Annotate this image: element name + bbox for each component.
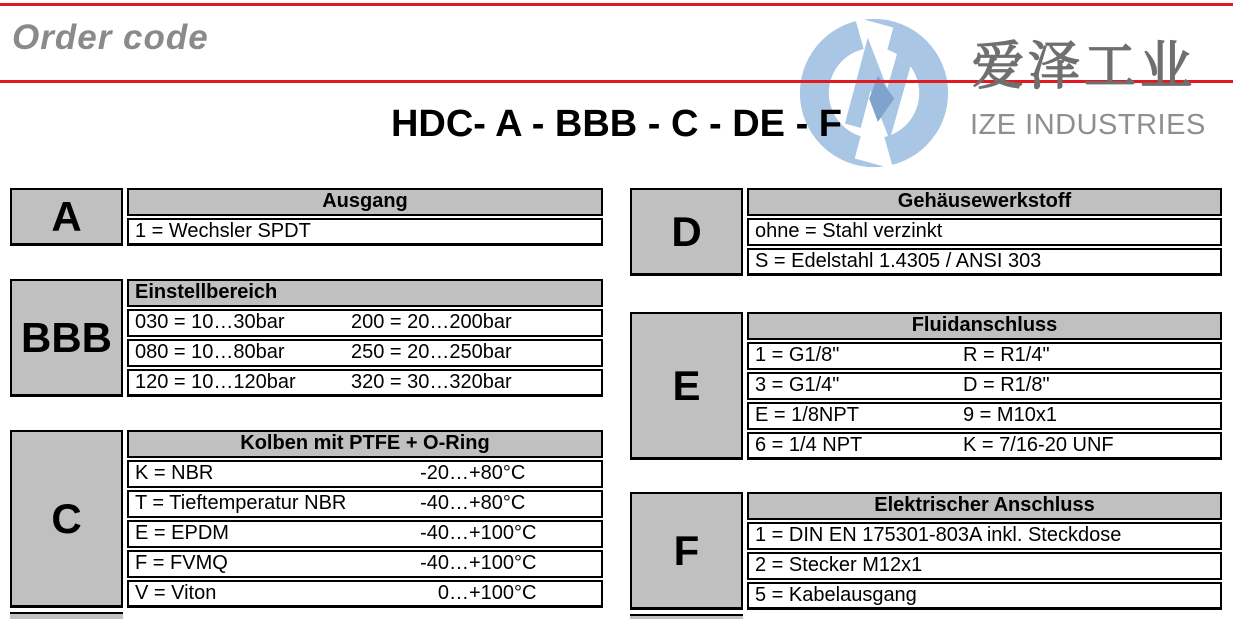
table-a-ausgang <box>10 188 603 246</box>
row-text: 2 = Stecker M12x1 <box>755 554 923 576</box>
row-material: K = NBR <box>135 462 214 484</box>
row-temp-range: …+100°C <box>449 522 537 544</box>
row-option-right: 250 = 20…250bar <box>351 341 512 363</box>
row-temp-range: …+100°C <box>449 552 537 574</box>
table-bbb-header: Einstellbereich <box>127 279 603 307</box>
table-row <box>747 402 1222 430</box>
table-a-header: Ausgang <box>127 188 603 216</box>
table-row <box>127 580 603 608</box>
table-row <box>127 339 603 367</box>
table-c-header: Kolben mit PTFE + O-Ring <box>127 430 603 458</box>
table-e-header: Fluidanschluss <box>747 312 1222 340</box>
row-temp-min: -40 <box>420 552 449 574</box>
row-material: F = FVMQ <box>135 552 228 574</box>
top-rule-line <box>0 3 1233 6</box>
row-temp-min: -20 <box>420 462 449 484</box>
row-text: 5 = Kabelausgang <box>755 584 917 606</box>
table-row <box>747 248 1222 276</box>
table-row <box>747 218 1222 246</box>
table-row <box>747 372 1222 400</box>
next-table-label-fragment <box>10 612 123 619</box>
row-text: 1 = DIN EN 175301-803A inkl. Steckdose <box>755 524 1122 546</box>
row-option-left: 030 = 10…30bar <box>135 311 285 333</box>
table-row <box>127 550 603 578</box>
row-option-left: 080 = 10…80bar <box>135 341 285 363</box>
table-f-code-letter: F <box>630 492 743 610</box>
row-text: 1 = Wechsler SPDT <box>135 220 311 242</box>
order-code-pattern-heading: HDC- A - BBB - C - DE - F <box>390 103 842 145</box>
next-table-label-fragment <box>630 614 743 619</box>
row-text: ohne = Stahl verzinkt <box>755 220 943 242</box>
table-bbb-code-letter: BBB <box>10 279 123 397</box>
row-option-left: 6 = 1/4 NPT <box>755 434 863 456</box>
table-row <box>747 432 1222 460</box>
table-c-kolben <box>10 430 603 608</box>
table-bbb-einstellbereich <box>10 279 603 397</box>
row-material: V = Viton <box>135 582 217 604</box>
page-title: Order code <box>12 18 209 57</box>
row-temp-min: -40 <box>420 522 449 544</box>
table-row <box>127 490 603 518</box>
row-option-left: 120 = 10…120bar <box>135 371 296 393</box>
row-option-left: E = 1/8NPT <box>755 404 859 426</box>
row-temp-range: …+80°C <box>449 492 526 514</box>
row-temp-min: 0 <box>437 582 449 604</box>
logo-english-text: IZE INDUSTRIES <box>970 109 1206 141</box>
table-c-code-letter: C <box>10 430 123 608</box>
row-option-right: K = 7/16-20 UNF <box>963 434 1114 456</box>
table-row <box>127 309 603 337</box>
table-e-fluidanschluss <box>630 312 1222 460</box>
row-material: E = EPDM <box>135 522 229 544</box>
table-row <box>127 520 603 548</box>
table-f-elektrischer-anschluss <box>630 492 1222 610</box>
table-e-code-letter: E <box>630 312 743 460</box>
table-a-code-letter: A <box>10 188 123 246</box>
table-row <box>747 522 1222 550</box>
row-option-right: D = R1/8" <box>963 374 1050 396</box>
row-temp-min: -40 <box>420 492 449 514</box>
ize-logo-mark-icon <box>797 16 951 170</box>
row-option-right: 9 = M10x1 <box>963 404 1057 426</box>
row-option-right: R = R1/4" <box>963 344 1050 366</box>
table-row <box>127 460 603 488</box>
row-temp-range: …+100°C <box>449 582 537 604</box>
row-option-right: 320 = 30…320bar <box>351 371 512 393</box>
table-row <box>127 369 603 397</box>
table-row <box>127 218 603 246</box>
row-temp-range: …+80°C <box>449 462 526 484</box>
logo-chinese-text: 爱泽工业 <box>972 38 1197 96</box>
row-option-left: 3 = G1/4" <box>755 374 840 396</box>
table-d-header: Gehäusewerkstoff <box>747 188 1222 216</box>
table-row <box>747 552 1222 580</box>
table-row <box>747 342 1222 370</box>
table-d-code-letter: D <box>630 188 743 276</box>
table-d-gehaeusewerkstoff <box>630 188 1222 276</box>
table-f-header: Elektrischer Anschluss <box>747 492 1222 520</box>
table-row <box>747 582 1222 610</box>
row-option-right: 200 = 20…200bar <box>351 311 512 333</box>
row-text: S = Edelstahl 1.4305 / ANSI 303 <box>755 250 1042 272</box>
row-material: T = Tieftemperatur NBR <box>135 492 347 514</box>
row-option-left: 1 = G1/8" <box>755 344 840 366</box>
